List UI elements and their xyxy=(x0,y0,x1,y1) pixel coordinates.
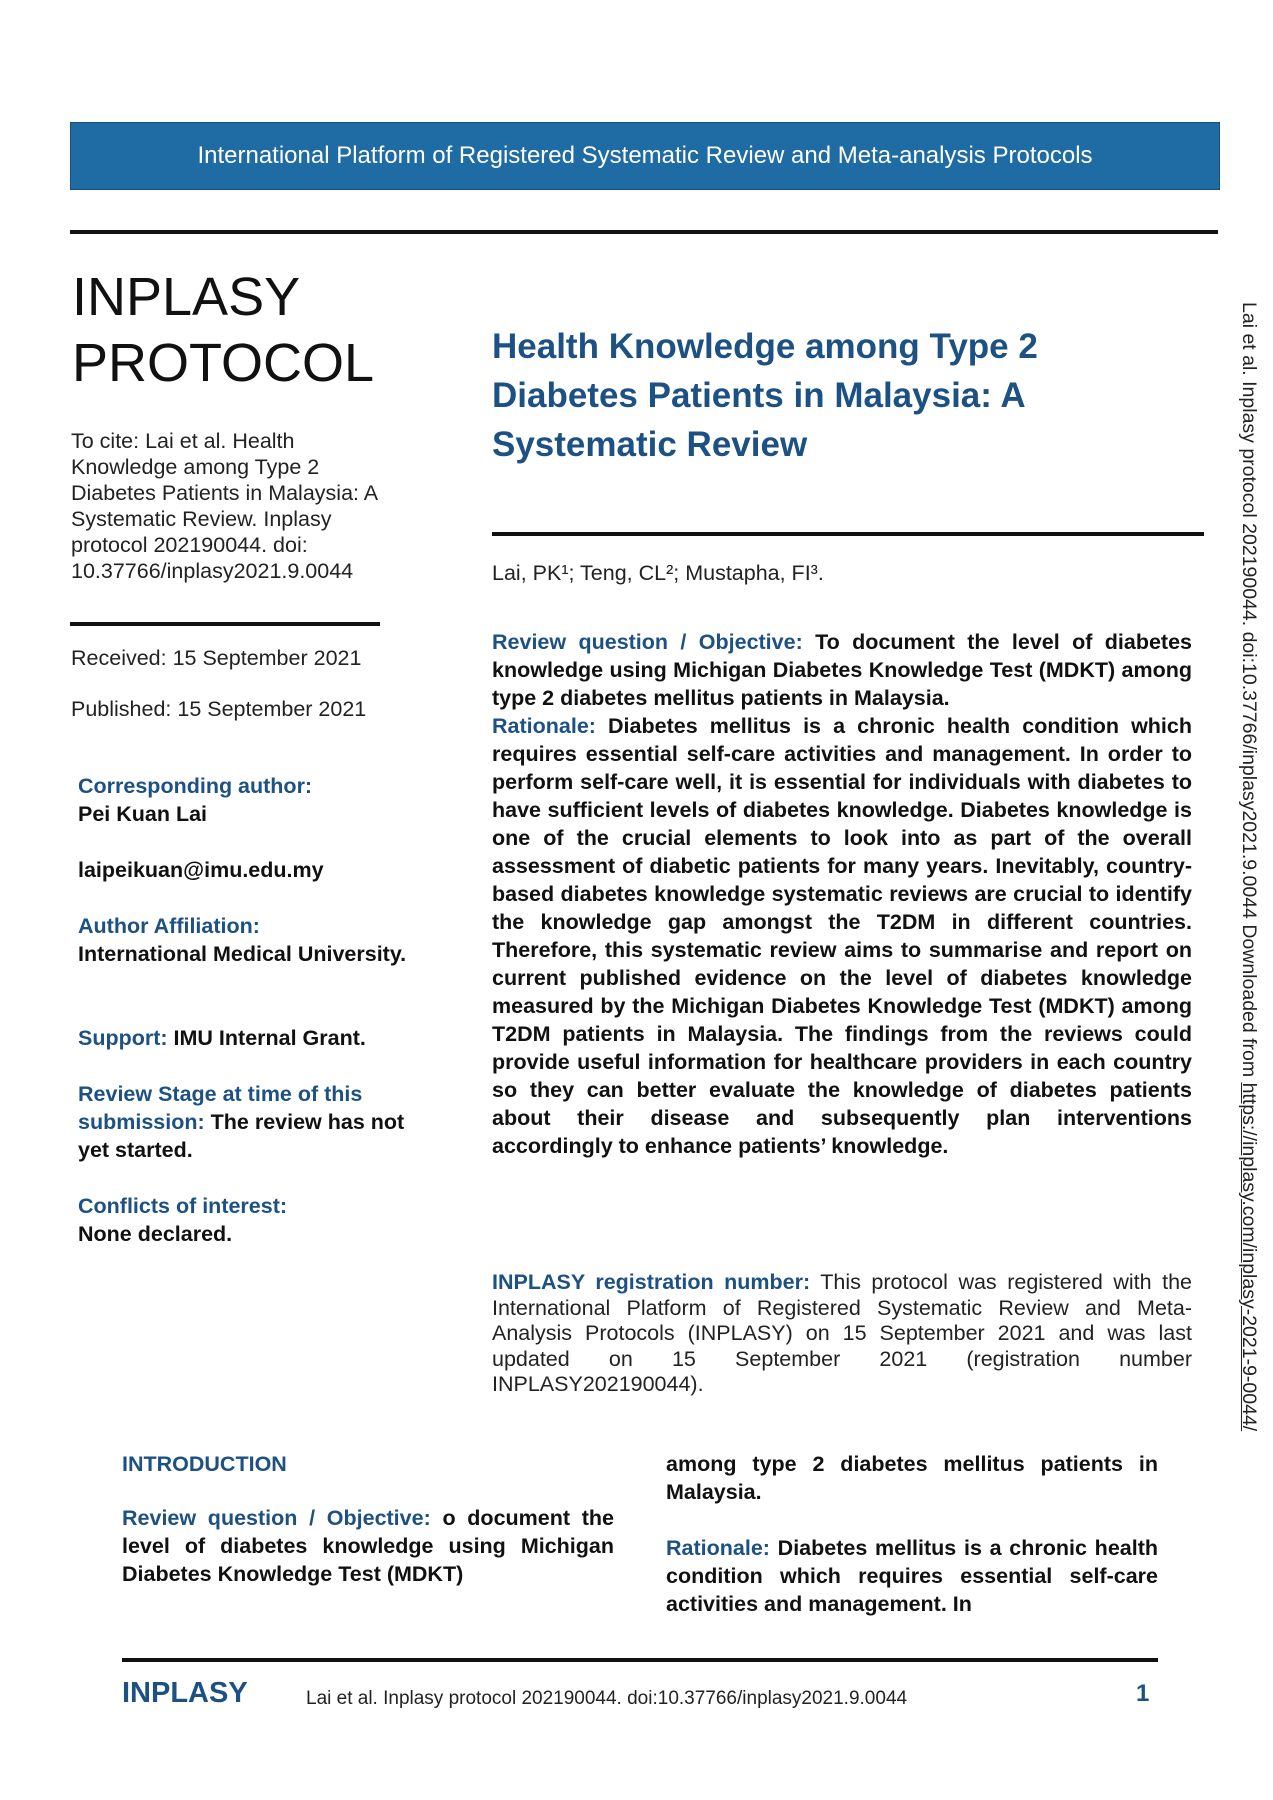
review-stage-label: Review Stage at time of this submission: xyxy=(78,1082,363,1134)
journal-banner xyxy=(70,122,1220,190)
published-date: Published: 15 September 2021 xyxy=(71,697,367,721)
body-objective-text: o document the level of diabetes knowledge using Michigan Diabetes Knowledge Test (MDKT) xyxy=(122,1506,614,1586)
registration-info xyxy=(492,1270,1192,1398)
body-objective xyxy=(122,1504,614,1588)
corresponding-author-label: Corresponding author: xyxy=(78,774,313,798)
side-note-text: Lai et al. Inplasy protocol 202190044. doi:10.37766/inplasy2021.9.0044 Downloaded from xyxy=(1238,302,1260,1083)
affiliation-value: International Medical University. xyxy=(78,942,407,966)
corresponding-author xyxy=(78,772,408,828)
review-stage-value: The review has not yet started. xyxy=(78,1110,405,1162)
download-link[interactable]: https://inplasy.com/inplasy-2021-9-0044/ xyxy=(1238,1082,1260,1432)
citation-text: To cite: Lai et al. Health Knowledge among Type 2 Diabetes Patients in Malaysia: A Systematic Review. Inplasy protocol 202190044. doi: 10.37766/inplasy2021.9.0044 xyxy=(71,429,377,583)
support-label: Support: xyxy=(78,1026,168,1050)
objective-label: Review question / Objective: xyxy=(492,630,803,654)
protocol-heading xyxy=(72,264,374,396)
corresponding-author-name: Pei Kuan Lai xyxy=(78,802,208,826)
title-rule xyxy=(492,532,1204,536)
rationale-text: Diabetes mellitus is a chronic health condition which requires essential self-care activities and management. In order to perform self-care well, it is essential for individuals with diabetes to have sufficient levels of diabetes knowledge. Diabetes knowledge is one of the crucial elements to look into as part of the overall assessment of diabetic patients for many years. Inevitably, country-based diabetes knowledge systematic reviews are crucial to identify the knowledge gap amongst the T2DM in different countries. Therefore, this systematic review aims to summarise and report on current published evidence on the level of diabetes knowledge measured by the Michigan Diabetes Knowledge Test (MDKT) among T2DM patients in Malaysia. The findings from the reviews could provide useful information for healthcare providers in each country so they can better evaluate the knowledge of diabetes patients about their disease and subsequently plan interventions accordingly to enhance patients’ knowledge. xyxy=(492,714,1192,1158)
registration-label: INPLASY registration number: xyxy=(492,1270,811,1294)
body-objective-continued: among type 2 diabetes mellitus patients in Malaysia. xyxy=(666,1452,1158,1504)
protocol-heading-line2: PROTOCOL xyxy=(72,333,375,393)
review-stage xyxy=(78,1080,408,1164)
author-email[interactable] xyxy=(78,856,408,884)
download-side-note xyxy=(1237,302,1260,1431)
abstract xyxy=(492,628,1192,1160)
protocol-heading-line1: INPLASY xyxy=(72,267,301,327)
article-title: Health Knowledge among Type 2 Diabetes Patients in Malaysia: A Systematic Review xyxy=(492,327,1038,464)
author-affiliation xyxy=(78,912,408,968)
author-list: Lai, PK¹; Teng, CL²; Mustapha, FI³. xyxy=(492,561,824,585)
footer-rule xyxy=(122,1658,1158,1662)
footer-citation: Lai et al. Inplasy protocol 202190044. doi:10.37766/inplasy2021.9.0044 xyxy=(306,1688,908,1709)
email-link[interactable]: laipeikuan@imu.edu.my xyxy=(78,858,324,882)
body-rationale-label: Rationale: xyxy=(666,1536,770,1560)
support-value: IMU Internal Grant. xyxy=(173,1026,366,1050)
banner-text: International Platform of Registered Systematic Review and Meta-analysis Protocols xyxy=(197,142,1093,169)
rationale-label: Rationale: xyxy=(492,714,596,738)
conflicts-of-interest xyxy=(78,1192,408,1248)
registration-text: This protocol was registered with the International Platform of Registered Systematic Review and Meta-Analysis Protocols (INPLASY) on 15 September 2021 and was last updated on 15 September 2021 (registration number INPLASY202190044). xyxy=(492,1270,1192,1396)
conflicts-label: Conflicts of interest: xyxy=(78,1194,288,1218)
conflicts-value: None declared. xyxy=(78,1222,233,1246)
abstract-objective xyxy=(492,628,1192,712)
footer-brand: INPLASY xyxy=(122,1677,248,1709)
introduction-heading: INTRODUCTION xyxy=(122,1452,287,1476)
affiliation-label: Author Affiliation: xyxy=(78,914,260,938)
support-info xyxy=(78,1024,408,1052)
abstract-rationale xyxy=(492,712,1192,1160)
body-rationale-text: Diabetes mellitus is a chronic health condition which requires essential self-care activities and management. In xyxy=(666,1536,1158,1616)
body-rationale xyxy=(666,1534,1158,1618)
body-column-left xyxy=(122,1450,614,1588)
objective-text: To document the level of diabetes knowledge using Michigan Diabetes Knowledge Test (MDKT) among type 2 diabetes mellitus patients in Malaysia. xyxy=(492,630,1192,710)
body-column-right xyxy=(666,1450,1158,1618)
body-objective-label: Review question / Objective: xyxy=(122,1506,431,1530)
received-date: Received: 15 September 2021 xyxy=(71,646,362,670)
left-rule xyxy=(70,622,380,626)
header-rule xyxy=(70,230,1218,234)
page-number: 1 xyxy=(1136,1680,1150,1707)
